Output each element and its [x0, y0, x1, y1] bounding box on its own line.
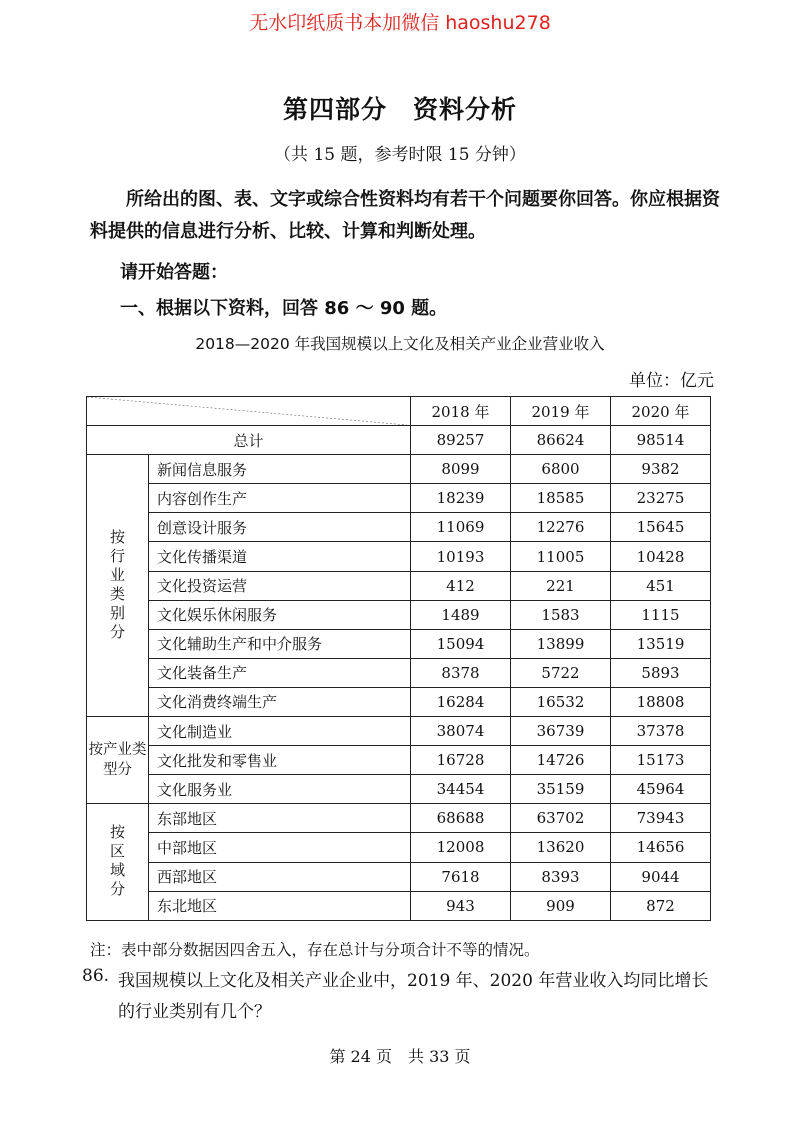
table-row: [87, 775, 711, 804]
page-subtitle: （共 15 题，参考时限 15 分钟）: [274, 145, 526, 165]
table-header-row: [87, 397, 711, 426]
cell-value: 18239: [411, 484, 511, 513]
cell-value: 221: [511, 571, 611, 600]
cell-value: 8378: [411, 658, 511, 687]
watermark-text: 无水印纸质书本加微信 haoshu278: [249, 12, 551, 34]
table-title: 2018—2020 年我国规模以上文化及相关产业企业营业收入: [195, 335, 605, 353]
cell-value: 13899: [511, 629, 611, 658]
row-label: 文化娱乐休闲服务: [149, 600, 411, 629]
cell-value: 14726: [511, 746, 611, 775]
total-row: [87, 426, 711, 455]
table-row: [87, 746, 711, 775]
section-heading: 一、根据以下资料，回答 86 ～ 90 题。: [120, 298, 448, 319]
cell-value: 16284: [411, 687, 511, 716]
cell-value: 23275: [611, 484, 711, 513]
row-label: 文化制造业: [149, 717, 411, 746]
row-label: 东北地区: [149, 891, 411, 920]
table-row: [87, 542, 711, 571]
cell-value: 8099: [411, 455, 511, 484]
cell-value: 1489: [411, 600, 511, 629]
cell-value: 11069: [411, 513, 511, 542]
cell-value: 14656: [611, 833, 711, 862]
row-label: 中部地区: [149, 833, 411, 862]
cell-value: 10428: [611, 542, 711, 571]
cell-value: 9382: [611, 455, 711, 484]
cell-value: 35159: [511, 775, 611, 804]
cell-value: 38074: [411, 717, 511, 746]
cell-value: 909: [511, 891, 611, 920]
group-label: 按区域分: [87, 804, 149, 920]
row-label: 文化消费终端生产: [149, 687, 411, 716]
row-label: 文化批发和零售业: [149, 746, 411, 775]
table-row: [87, 455, 711, 484]
table-unit: 单位：亿元: [629, 371, 714, 391]
cell-value: 11005: [511, 542, 611, 571]
row-label: 西部地区: [149, 862, 411, 891]
question-text: 我国规模以上文化及相关产业企业中，2019 年、2020 年营业收入均同比增长的行业类别有几个？: [118, 971, 709, 1022]
cell-value: 451: [611, 571, 711, 600]
cell-value: 16728: [411, 746, 511, 775]
year-header: 2020 年: [611, 397, 711, 426]
total-label: 总计: [87, 426, 411, 455]
table-row: [87, 484, 711, 513]
intro-paragraph: 所给出的图、表、文字或综合性资料均有若干个问题要你回答。你应根据资料提供的信息进行分析、比较、计算和判断处理。: [90, 189, 720, 242]
total-value: 98514: [611, 426, 711, 455]
table-row: [87, 513, 711, 542]
group-label: 按行业类别分: [87, 455, 149, 717]
revenue-table: [86, 396, 711, 921]
question-number: 86.: [82, 966, 110, 986]
cell-value: 1115: [611, 600, 711, 629]
cell-value: 5722: [511, 658, 611, 687]
cell-value: 15094: [411, 629, 511, 658]
cell-value: 34454: [411, 775, 511, 804]
table-body: [87, 397, 711, 921]
table-row: [87, 658, 711, 687]
row-label: 文化投资运营: [149, 571, 411, 600]
cell-value: 18585: [511, 484, 611, 513]
cell-value: 16532: [511, 687, 611, 716]
cell-value: 943: [411, 891, 511, 920]
row-label: 内容创作生产: [149, 484, 411, 513]
row-label: 东部地区: [149, 804, 411, 833]
row-label: 文化服务业: [149, 775, 411, 804]
year-header: 2018 年: [411, 397, 511, 426]
table-row: [87, 717, 711, 746]
page-title: 第四部分 资料分析: [282, 95, 517, 124]
cell-value: 1583: [511, 600, 611, 629]
table-row: [87, 804, 711, 833]
start-text: 请开始答题：: [120, 262, 228, 283]
table-row: [87, 891, 711, 920]
cell-value: 37378: [611, 717, 711, 746]
cell-value: 5893: [611, 658, 711, 687]
cell-value: 18808: [611, 687, 711, 716]
row-label: 文化传播渠道: [149, 542, 411, 571]
corner-cell: [87, 397, 411, 426]
cell-value: 8393: [511, 862, 611, 891]
cell-value: 9044: [611, 862, 711, 891]
cell-value: 7618: [411, 862, 511, 891]
row-label: 文化辅助生产和中介服务: [149, 629, 411, 658]
total-value: 86624: [511, 426, 611, 455]
table-row: [87, 571, 711, 600]
row-label: 创意设计服务: [149, 513, 411, 542]
diagonal-line: [87, 397, 407, 425]
cell-value: 15173: [611, 746, 711, 775]
cell-value: 13620: [511, 833, 611, 862]
table-row: [87, 833, 711, 862]
cell-value: 12276: [511, 513, 611, 542]
cell-value: 15645: [611, 513, 711, 542]
row-label: 新闻信息服务: [149, 455, 411, 484]
table-row: [87, 600, 711, 629]
cell-value: 6800: [511, 455, 611, 484]
cell-value: 13519: [611, 629, 711, 658]
cell-value: 10193: [411, 542, 511, 571]
cell-value: 68688: [411, 804, 511, 833]
cell-value: 872: [611, 891, 711, 920]
year-header: 2019 年: [511, 397, 611, 426]
total-value: 89257: [411, 426, 511, 455]
page-footer: 第 24 页 共 33 页: [329, 1047, 471, 1066]
cell-value: 63702: [511, 804, 611, 833]
table-note: 注：表中部分数据因四舍五入，存在总计与分项合计不等的情况。: [90, 941, 540, 959]
cell-value: 412: [411, 571, 511, 600]
table-row: [87, 687, 711, 716]
cell-value: 73943: [611, 804, 711, 833]
table-row: [87, 629, 711, 658]
cell-value: 36739: [511, 717, 611, 746]
table-row: [87, 862, 711, 891]
cell-value: 12008: [411, 833, 511, 862]
cell-value: 45964: [611, 775, 711, 804]
row-label: 文化装备生产: [149, 658, 411, 687]
group-label: 按产业类型分: [87, 717, 149, 804]
